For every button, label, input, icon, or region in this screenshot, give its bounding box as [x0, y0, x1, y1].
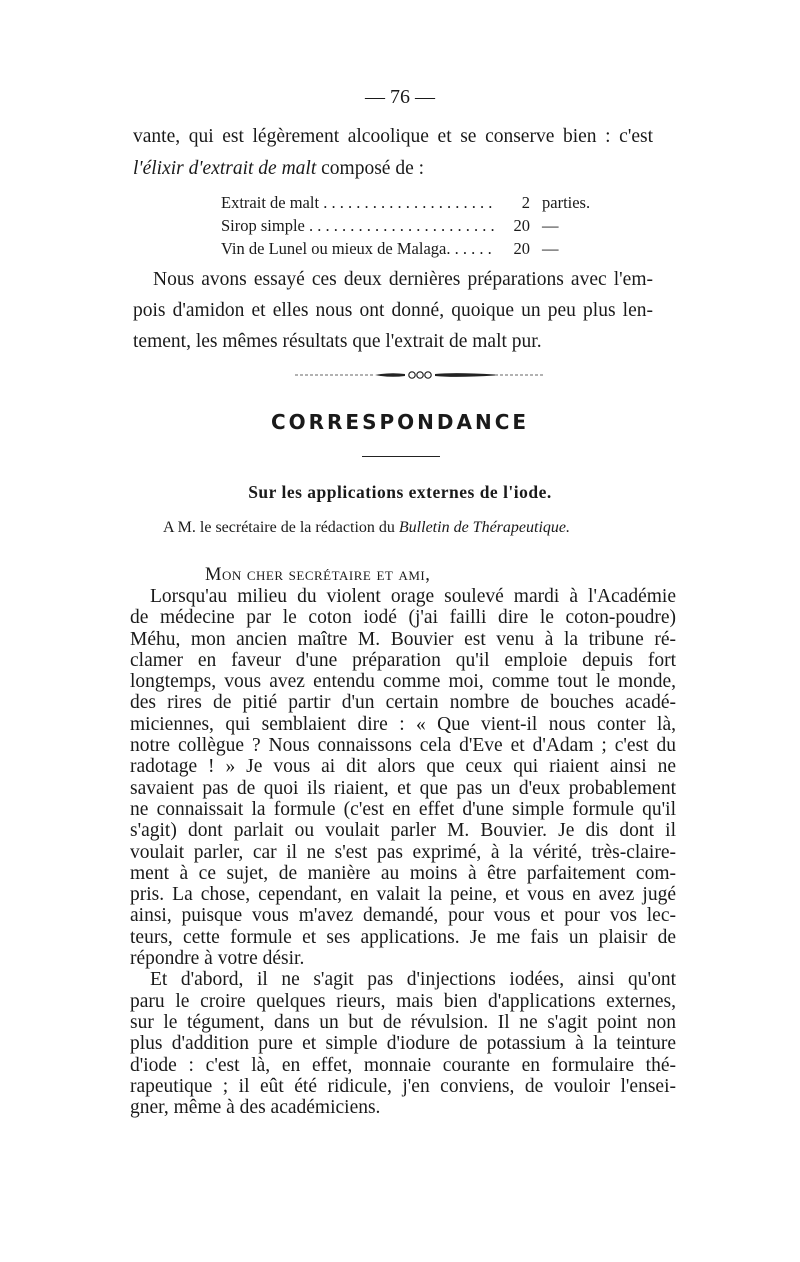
article-subheading: Sur les applications externes de l'iode. — [248, 482, 552, 502]
recipe-ingredient: Sirop simple . . . — [221, 214, 496, 237]
intro-line-2-rest: composé de : — [316, 158, 425, 179]
letter-line: teurs, cette formule et ses applications. Je me fais un plaisir de — [130, 926, 676, 948]
letter-line: sur le tégument, dans un but de révulsion. Il ne s'agit point non — [130, 1011, 676, 1033]
recipe-ingredient: Vin de Lunel ou mieux de Malaga. . . . — [221, 237, 496, 260]
letter-line: plus d'addition pure et simple d'iodure de potassium à la teinture — [130, 1033, 676, 1055]
letter-addressee — [163, 519, 570, 537]
letter-line: clamer en faveur d'une préparation qu'il emploie depuis fort — [130, 649, 676, 671]
letter-line: pris. La chose, cependant, en valait la peine, et vous en avez jugé — [130, 884, 676, 906]
letter-line: rapeutique ; il eût été ridicule, j'en conviens, de vouloir l'ensei- — [130, 1075, 676, 1097]
letter-line: ne connaissait la formule (c'est en effet d'une simple formule qu'il — [130, 798, 676, 820]
letter-line: répondre à votre désir. — [130, 948, 305, 970]
closing-paragraph — [133, 264, 653, 357]
journal-title: Bulletin de Thérapeutique. — [398, 519, 570, 536]
letter-line: miciennes, qui semblaient dire : « Que vient-il nous conter là, — [130, 713, 676, 735]
letter-line: ment à ce sujet, de manière au moins à être parfaitement com- — [130, 862, 676, 884]
closing-line-1: Nous avons essayé ces deux dernières préparations avec l'em- — [153, 269, 653, 290]
letter-line: d'iode : c'est là, en effet, monnaie courante en formulaire thé- — [130, 1054, 676, 1076]
letter-line: Et d'abord, il ne s'agit pas d'injections iodées, ainsi qu'ont — [150, 969, 676, 991]
letter-body — [130, 586, 676, 1118]
letter-line: Méhu, mon ancien maître M. Bouvier est venu à la tribune ré- — [130, 628, 676, 650]
intro-paragraph — [133, 121, 653, 185]
letter-line: paru le croire quelques rieurs, mais bien d'applications externes, — [130, 990, 676, 1012]
letter-line: Lorsqu'au milieu du violent orage soulevé mardi à l'Académie — [150, 586, 676, 607]
recipe-unit: — — [542, 216, 559, 235]
intro-line-1: vante, qui est légèrement alcoolique et se conserve bien : c'est — [133, 126, 653, 147]
recipe-row — [221, 237, 621, 260]
letter-line: savaient pas de quoi ils riaient, et que pas un d'eux probablement — [130, 777, 676, 799]
letter-line: de médecine par le coton iodé (j'ai failli dire le coton-poudre) — [130, 607, 676, 629]
recipe-unit: — — [542, 239, 559, 258]
recipe-quantity: 20 — [513, 239, 530, 258]
intro-line-2 — [133, 153, 653, 185]
letter-line: voulait parler, car il ne s'est pas exprimé, à la vérité, très-claire- — [130, 841, 676, 863]
letter-line: notre collègue ? Nous connaissons cela d'Eve et d'Adam ; c'est du — [130, 735, 676, 757]
recipe-unit: parties. — [542, 193, 591, 212]
intro-italic-title: l'élixir d'extrait de malt — [133, 158, 317, 179]
letter-line: ainsi, puisque vous m'avez demandé, pour vous et pour vos lec- — [130, 905, 676, 927]
letter-salutation: Mon cher secrétaire et ami, — [205, 565, 431, 585]
closing-line-3: tement, les mêmes résultats que l'extrait de malt pur. — [133, 331, 542, 352]
recipe-ingredient: Extrait de malt . . . — [221, 191, 496, 214]
page-number: — 76 — — [365, 86, 435, 108]
letter-line: des rires de pitié partir d'un certain nombre de bouches acadé- — [130, 692, 676, 714]
recipe-quantity: 2 — [521, 193, 530, 212]
recipe-row — [221, 191, 621, 214]
ornament-divider — [295, 370, 545, 380]
letter-line: radotage ! » Je vous ai dit alors que ceux qui riaient ainsi ne — [130, 756, 676, 778]
recipe-row — [221, 214, 621, 237]
closing-line-2: pois d'amidon et elles nous ont donné, quoique un peu plus len- — [133, 300, 653, 321]
letter-line: gner, même à des académiciens. — [130, 1097, 381, 1119]
section-heading: CORRESPONDANCE — [270, 410, 530, 434]
letter-line: longtemps, vous avez entendu comme moi, comme tout le monde, — [130, 671, 676, 693]
recipe-quantity: 20 — [513, 216, 530, 235]
addressee-prefix: A M. le secrétaire de la rédaction du — [163, 519, 399, 536]
heading-rule — [362, 456, 440, 457]
recipe-table — [221, 191, 621, 260]
letter-line: s'agit) dont parlait ou voulait parler M. Bouvier. Je dis dont il — [130, 820, 676, 842]
